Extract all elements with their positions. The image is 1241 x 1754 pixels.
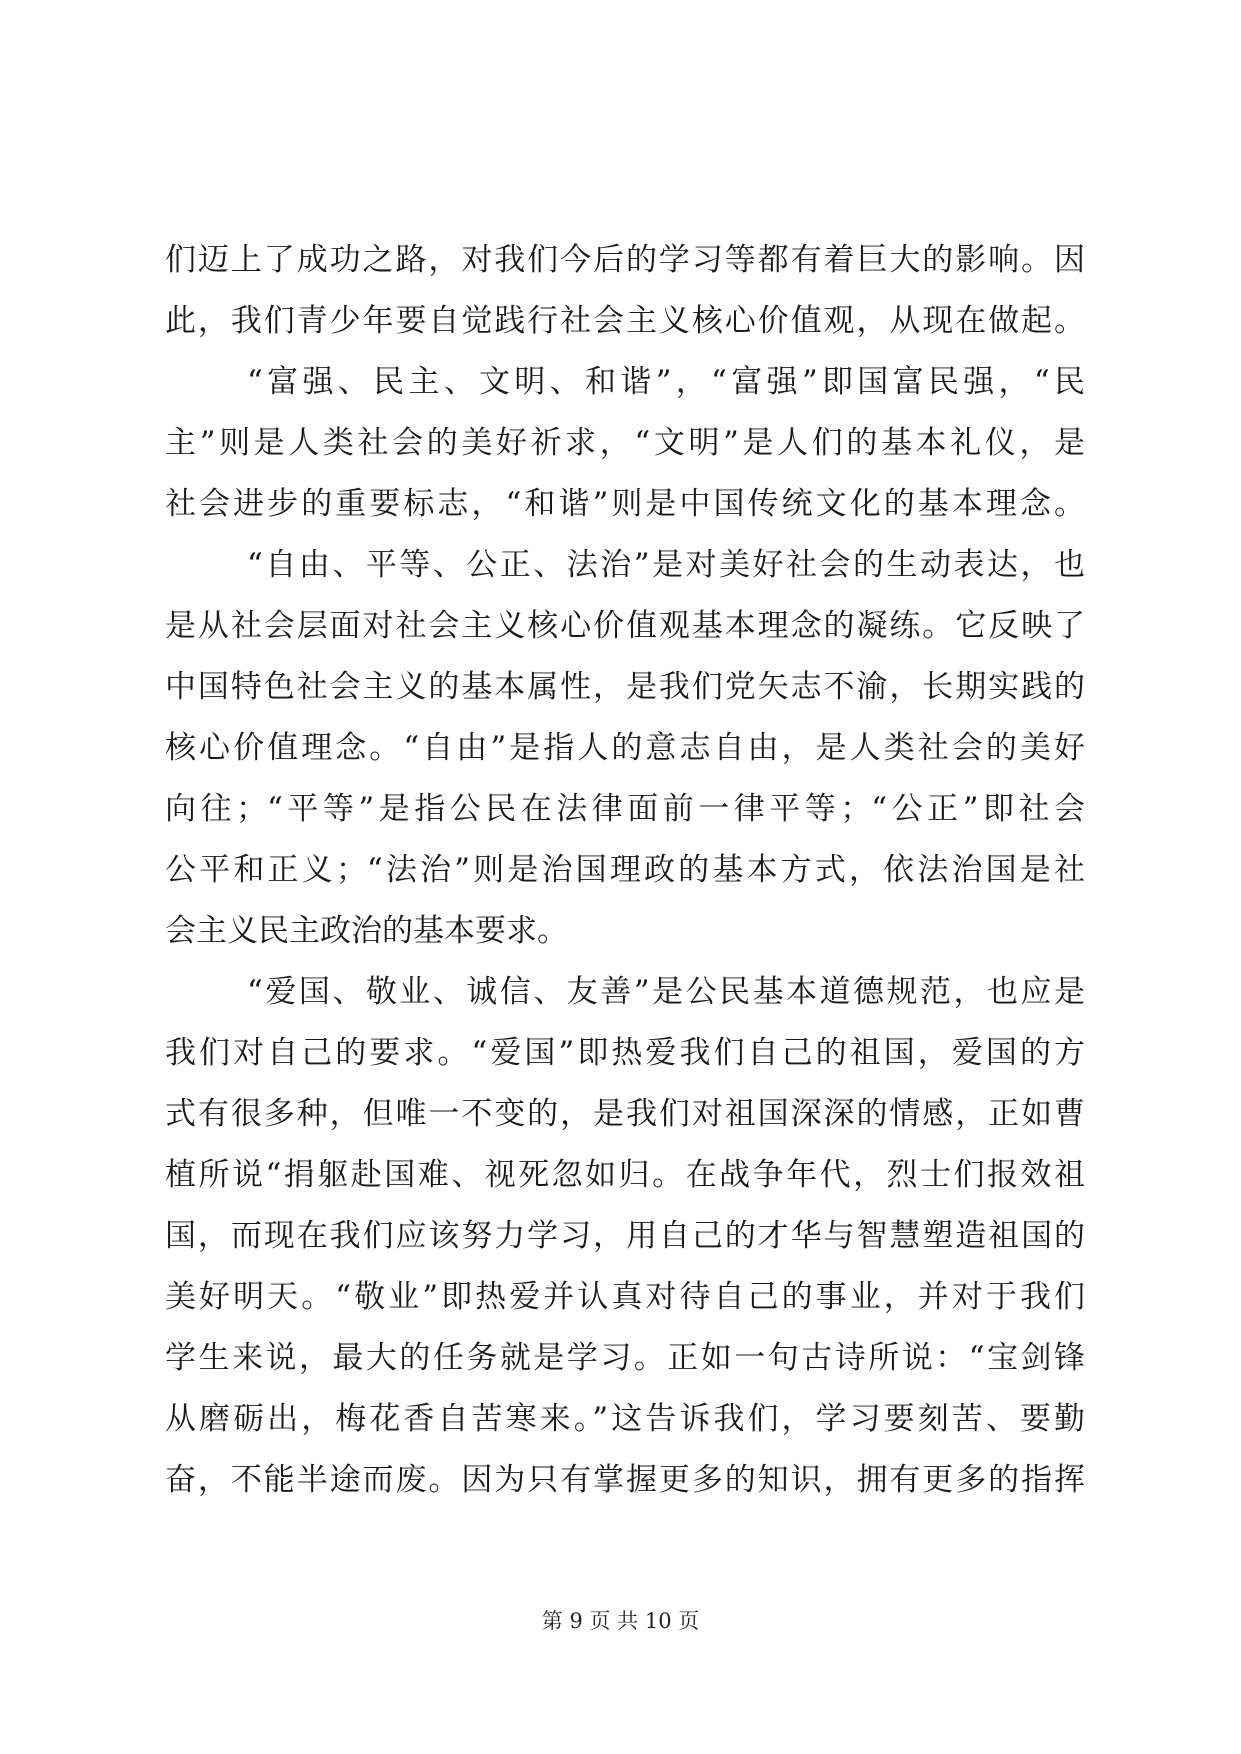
paragraph-first-line: “富强、民主、文明、和谐”，“富强”即国富民强，“民 xyxy=(247,364,1085,400)
text-line: 主”则是人类社会的美好祈求，“文明”是人们的基本礼仪，是 xyxy=(165,425,1085,461)
text-line: 我们对自己的要求。“爱国”即热爱我们自己的祖国，爱国的方 xyxy=(165,1035,1085,1071)
text-line: 国，而现在我们应该努力学习，用自己的才华与智慧塑造祖国的 xyxy=(165,1218,1085,1254)
text-line: 们迈上了成功之路，对我们今后的学习等都有着巨大的影响。因 xyxy=(165,242,1085,278)
text-line: 中国特色社会主义的基本属性，是我们党矢志不渝，长期实践的 xyxy=(165,669,1085,705)
text-line: 核心价值理念。“自由”是指人的意志自由，是人类社会的美好 xyxy=(165,730,1085,766)
text-line: 是从社会层面对社会主义核心价值观基本理念的凝练。它反映了 xyxy=(165,608,1085,644)
text-line: 公平和正义；“法治”则是治国理政的基本方式，依法治国是社 xyxy=(165,852,1085,888)
paragraph-first-line: “自由、平等、公正、法治”是对美好社会的生动表达，也 xyxy=(247,547,1085,583)
text-line: 社会进步的重要标志，“和谐”则是中国传统文化的基本理念。 xyxy=(165,486,1085,522)
body-text xyxy=(165,230,1085,1511)
text-line: 此，我们青少年要自觉践行社会主义核心价值观，从现在做起。 xyxy=(165,303,1085,339)
text-line: 奋，不能半途而废。因为只有掌握更多的知识，拥有更多的指挥 xyxy=(165,1462,1085,1498)
paragraph-last-line: 会主义民主政治的基本要求。 xyxy=(165,913,568,949)
paragraph-first-line: “爱国、敬业、诚信、友善”是公民基本道德规范，也应是 xyxy=(247,974,1085,1010)
text-line: 植所说“捐躯赴国难、视死忽如归。在战争年代，烈士们报效祖 xyxy=(165,1157,1085,1193)
text-line: 向往；“平等”是指公民在法律面前一律平等；“公正”即社会 xyxy=(165,791,1085,827)
text-line: 美好明天。“敬业”即热爱并认真对待自己的事业，并对于我们 xyxy=(165,1279,1085,1315)
page-number-footer: 第 9 页 共 10 页 xyxy=(541,1609,700,1633)
text-line: 式有很多种，但唯一不变的，是我们对祖国深深的情感，正如曹 xyxy=(165,1096,1085,1132)
text-line: 学生来说，最大的任务就是学习。正如一句古诗所说：“宝剑锋 xyxy=(165,1340,1085,1376)
text-line: 从磨砺出，梅花香自苦寒来。”这告诉我们，学习要刻苦、要勤 xyxy=(165,1401,1085,1437)
